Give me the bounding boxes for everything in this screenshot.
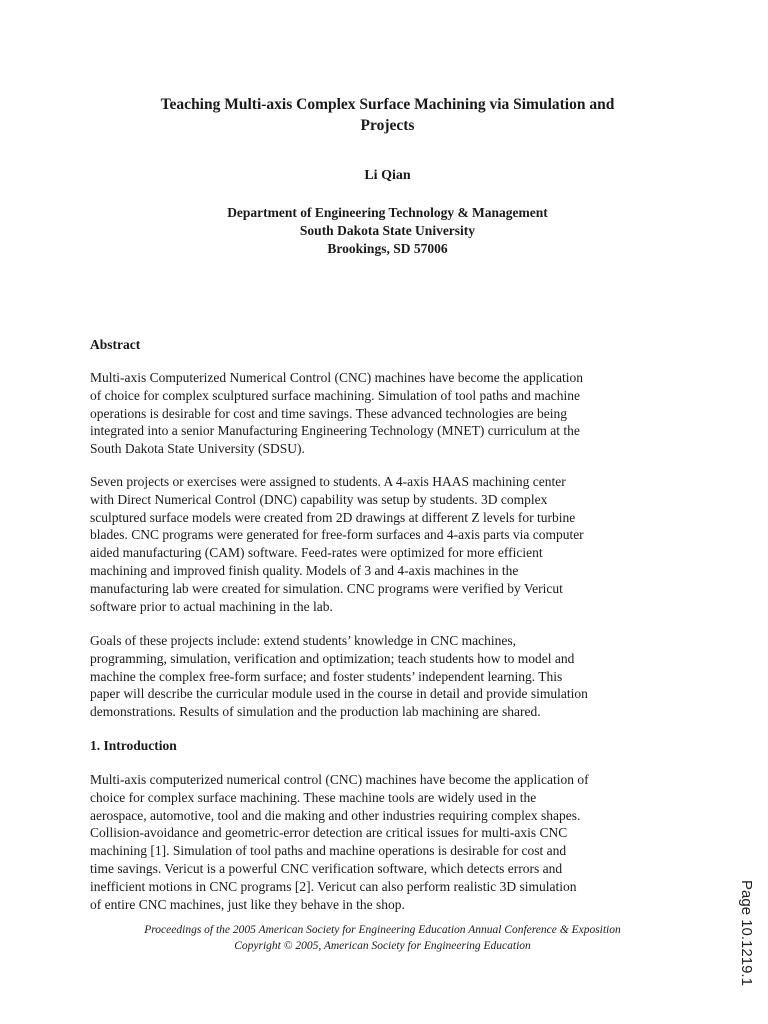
- footer-copyright-line: Copyright © 2005, American Society for Engineering Education: [234, 940, 531, 952]
- abstract-paragraph-1: Multi-axis Computerized Numerical Control (CNC) machines have become the application of choice for complex sculptured surface machining. Simulation of tool paths and machine operations is desirable for cost and time savings. These advanced technologies are being integrated into a senior Manufacturing Engineering Technology (MNET) curriculum at the South Dakota State University (SDSU).: [90, 370, 583, 457]
- abstract-paragraph-3: Goals of these projects include: extend students’ knowledge in CNC machines, programming, simulation, verification and optimization; teach students how to model and machine the complex free-form surface; and foster students’ independent learning. This paper will describe the curricular module used in the course in detail and provide simulation demonstrations. Results of simulation and the production lab machining are shared.: [90, 633, 588, 720]
- paper-title-line-2: Projects: [360, 117, 415, 134]
- proceedings-footer: [90, 922, 675, 954]
- affiliation-university: South Dakota State University: [299, 223, 476, 238]
- page-number-text: Page 10.1219.1: [738, 880, 755, 986]
- abstract-heading: Abstract: [90, 337, 141, 352]
- introduction-heading: 1. Introduction: [90, 738, 177, 753]
- author-name: Li Qian: [364, 168, 411, 183]
- affiliation-location: Brookings, SD 57006: [327, 241, 448, 256]
- paper-title-line-1: Teaching Multi-axis Complex Surface Machining via Simulation and: [160, 96, 615, 113]
- introduction-paragraph-1: Multi-axis computerized numerical control (CNC) machines have become the application of choice for complex surface machining. These machine tools are widely used in the aerospace, automotive, tool and die making and other industries requiring complex shapes. Collision-avoidance and geometric-error detection are critical issues for multi-axis CNC machining [1]. Simulation of tool paths and machine operations is desirable for cost and time savings. Vericut is a powerful CNC verification software, which detects errors and inefficient motions in CNC programs [2]. Vericut can also perform realistic 3D simulation of entire CNC machines, just like they behave in the shop.: [90, 772, 589, 912]
- abstract-paragraph-2: Seven projects or exercises were assigned to students. A 4-axis HAAS machining center with Direct Numerical Control (DNC) capability was setup by students. 3D complex sculptured surface models were created from 2D drawings at different Z levels for turbine blades. CNC programs were generated for free-form surfaces and 4-axis parts via computer aided manufacturing (CAM) software. Feed-rates were optimized for more efficient machining and improved finish quality. Models of 3 and 4-axis machines in the manufacturing lab were created for simulation. CNC programs were verified by Vericut software prior to actual machining in the lab.: [90, 474, 584, 614]
- page-number-stamp: [731, 880, 761, 1010]
- paper-title: [100, 94, 675, 136]
- affiliation-department: Department of Engineering Technology & Management: [227, 205, 548, 220]
- author-affiliation: [100, 204, 675, 258]
- footer-proceedings-line: Proceedings of the 2005 American Society for Engineering Education Annual Conference & Exposition: [144, 924, 621, 936]
